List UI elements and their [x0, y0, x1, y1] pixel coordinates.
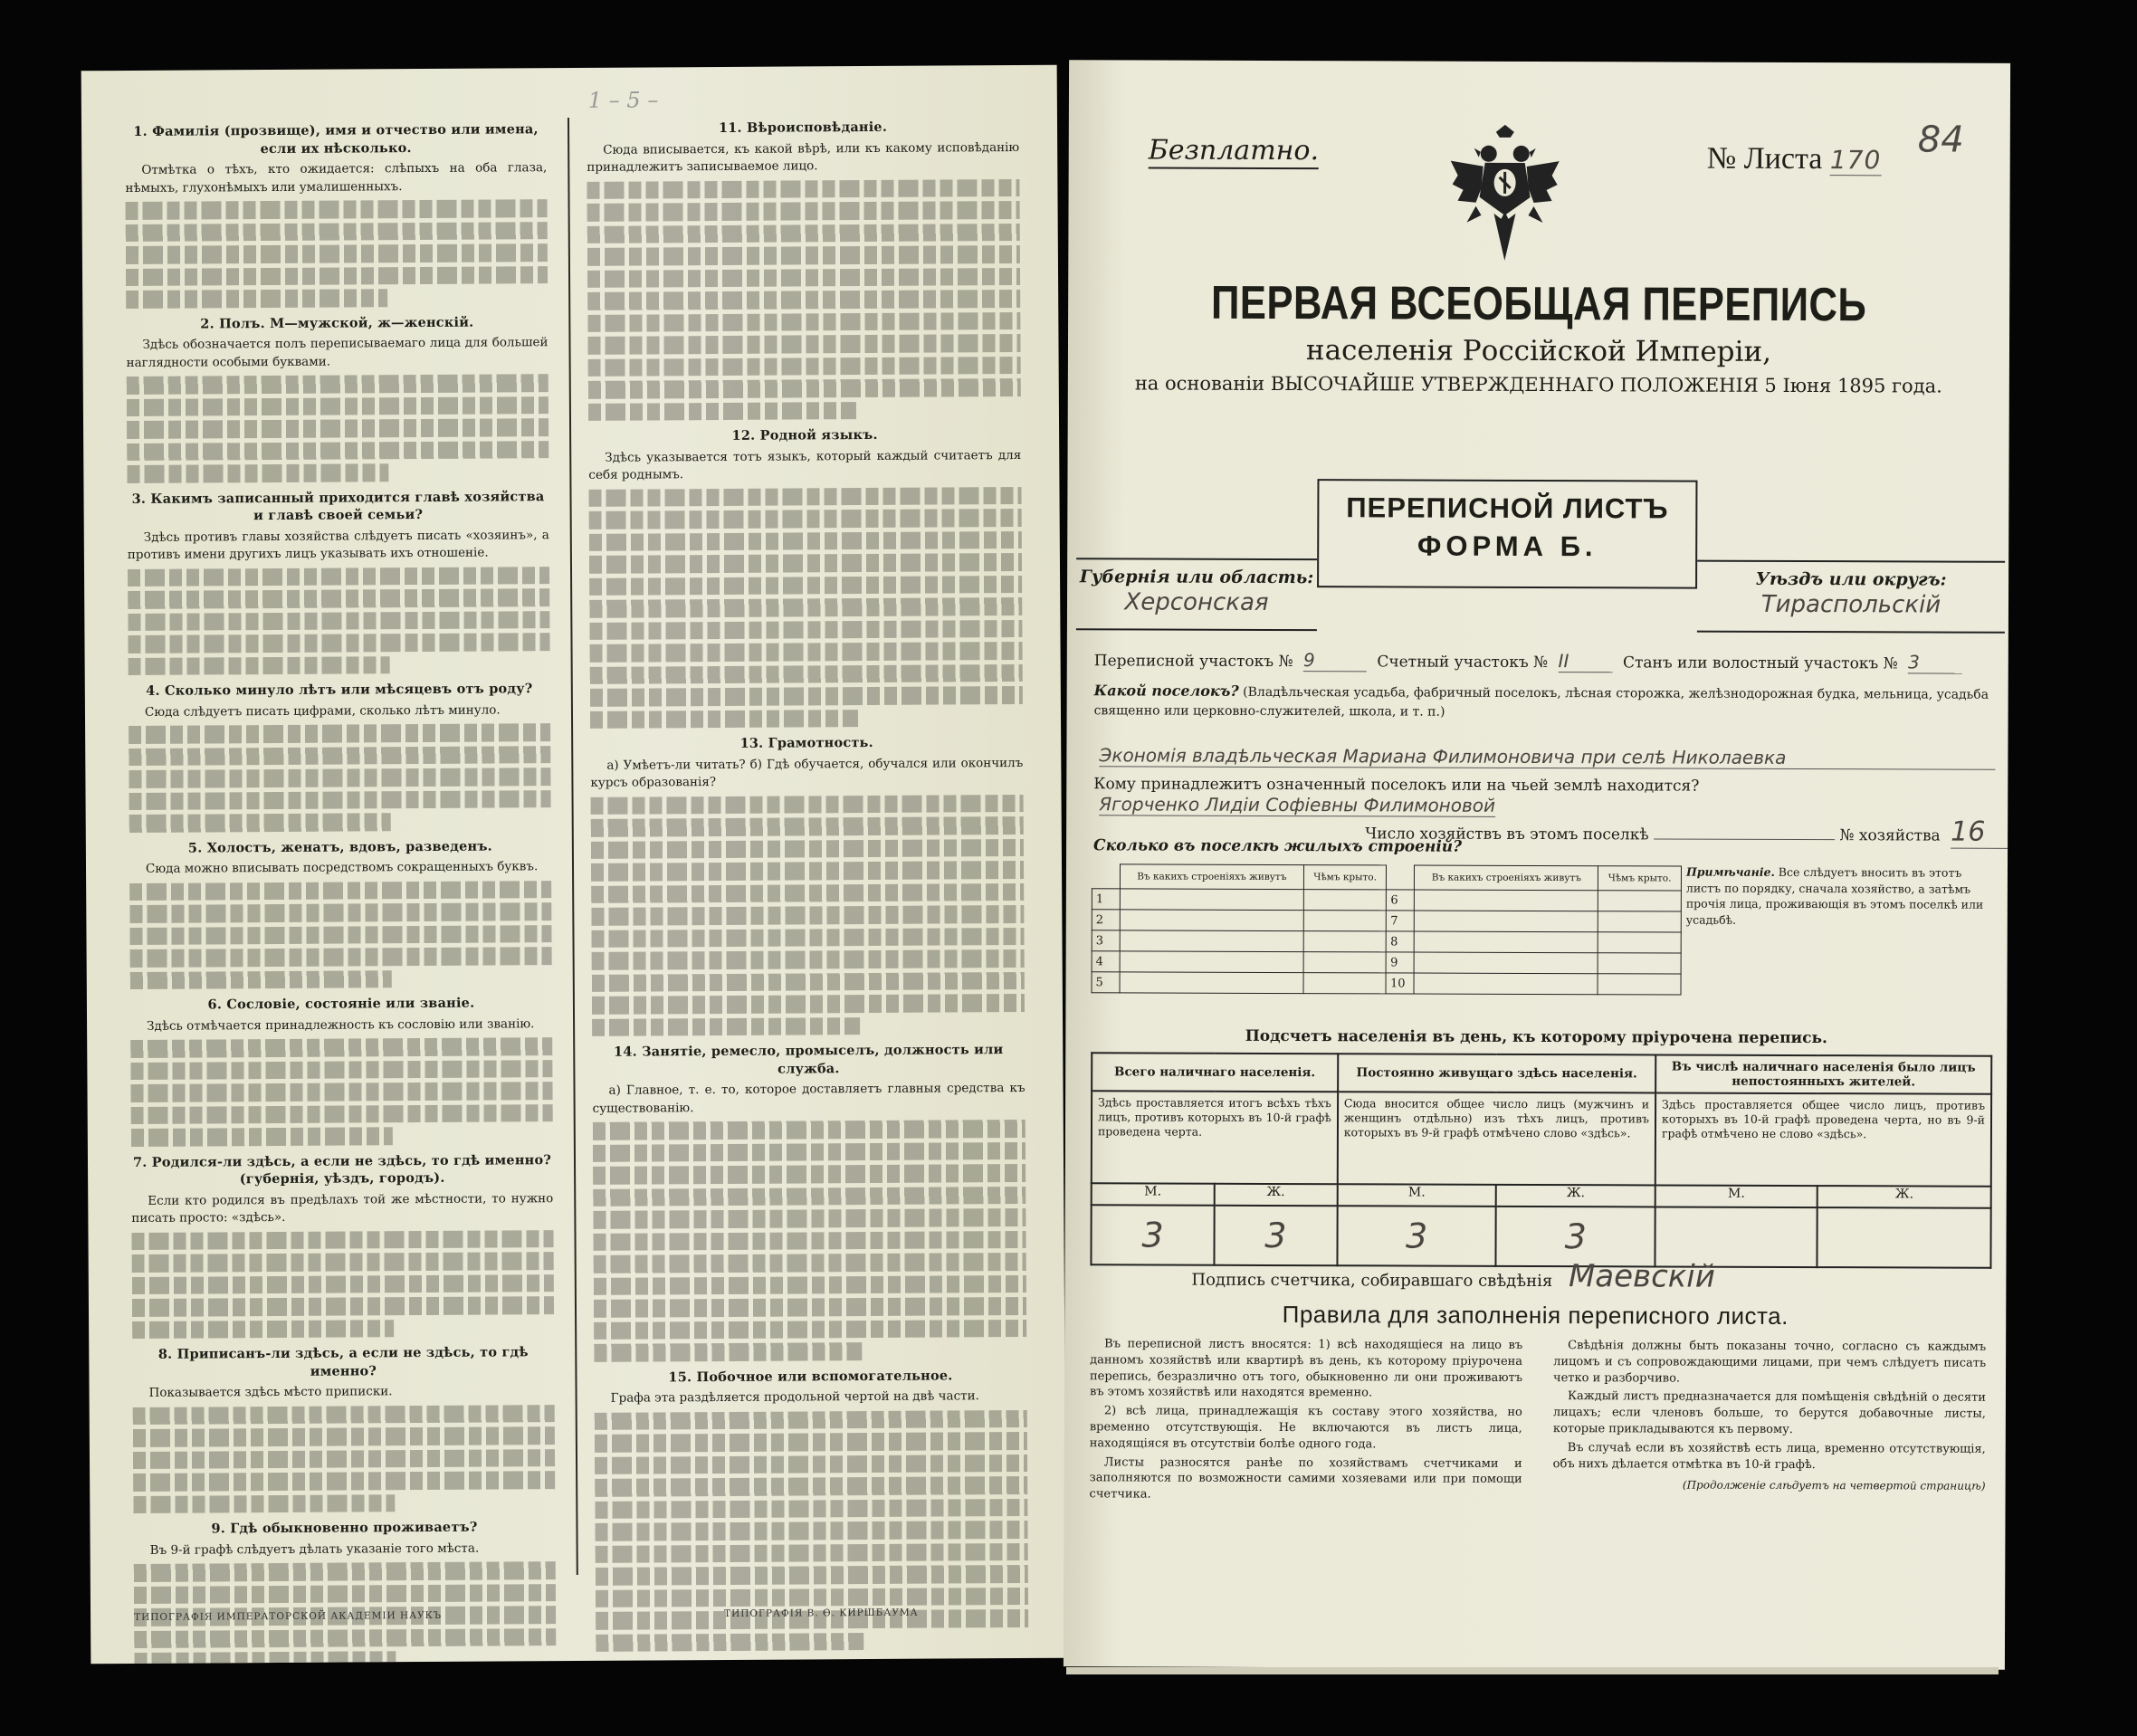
pop-col-description: Сюда вносится общее число лицъ (мужчинъ и женщинъ отдѣльно) изъ тѣхъ лицъ, противъ которыхъ въ 9-й графѣ отмѣчено слово «здѣсь». [1338, 1092, 1656, 1185]
small-print-line [133, 1426, 555, 1446]
total-female-count: 3 [1214, 1206, 1337, 1265]
instruction-text: Сюда можно вписывать посредствомъ сокращенныхъ буквъ. [145, 859, 539, 876]
rules-column-right [1553, 1338, 1987, 1495]
stan-label: Станъ или волостный участокъ № [1622, 653, 1898, 673]
settlement-hint: (Владѣльческая усадьба, фабричный поселокъ, лѣсная сторожка, желѣзнодорожная будка, мельница, усадьба священно или церковно-служителей, школа, и т. п.) [1093, 684, 1989, 720]
small-print-line [130, 1037, 552, 1057]
small-print-line [128, 588, 549, 608]
small-print-line [131, 1230, 553, 1250]
printer-imprint-left: ТИПОГРАФІЯ ИМПЕРАТОРСКОЙ АКАДЕМІИ НАУКЪ [134, 1609, 443, 1623]
small-print-line [131, 1127, 393, 1146]
instruction-text: Въ 9-й графѣ слѣдуетъ дѣлать указаніе того мѣста. [149, 1540, 480, 1558]
small-print-line [589, 575, 1022, 595]
signature-value: Маевскій [1568, 1258, 1715, 1295]
note-title: Примѣчаніе. [1685, 864, 1775, 879]
owner-value: Ягорченко Лидіи Софіевны Филимоновой [1099, 793, 1496, 816]
small-print-line [596, 1565, 1028, 1585]
small-print-line [134, 1628, 556, 1648]
dwellings-table [1092, 863, 1682, 995]
small-print-line [128, 633, 549, 653]
small-print-line [595, 1476, 1027, 1496]
small-print-line [596, 1633, 863, 1652]
settlement-value: Экономія владѣльческая Мариана Филимоновича при селѣ Николаевка [1099, 744, 1995, 769]
enumerator-signature-line [1191, 1257, 1715, 1295]
dwelling-row-number: 6 [1387, 890, 1415, 911]
small-print-line [134, 1561, 556, 1581]
pop-col-title: Постоянно живущаго здѣсь населенія. [1338, 1054, 1655, 1092]
small-print-line [595, 1521, 1027, 1540]
permanent-female-count: 3 [1496, 1207, 1655, 1267]
dwelling-row-number: 3 [1092, 930, 1120, 951]
small-print-line [592, 971, 1025, 991]
instruction-heading: 11. Вѣроисповѣданіе. [718, 119, 888, 137]
settlement-value-line [1093, 744, 1989, 769]
small-print-line [127, 463, 388, 482]
small-print-line [593, 1208, 1026, 1228]
dwellings-corner [1387, 865, 1415, 890]
instructions-page [81, 65, 1067, 1664]
small-print-line [595, 1432, 1027, 1452]
small-print-line [589, 530, 1022, 550]
rule-paragraph: 2) всѣ лица, принадлежащія къ составу этого хозяйства, но временно отсутствующія. Не включаются въ листъ лица, находящіяся въ отсутствіи болѣе одного года. [1089, 1404, 1522, 1452]
page-stack-edge [1066, 1667, 1999, 1674]
gubernia-label: Губернія или область: [1079, 567, 1314, 588]
small-print-line [133, 1494, 395, 1513]
temporary-female-count [1817, 1207, 1991, 1268]
dwelling-row-number: 10 [1386, 973, 1414, 994]
instruction-text: Отмѣтка о тѣхъ, кто ожидается: слѣпыхъ на оба глаза, нѣмыхъ, глухонѣмыхъ или умалишенныхъ. [125, 160, 548, 196]
rule-paragraph: Каждый листъ предназначается для помѣщенія свѣдѣній о десяти лицахъ; если членовъ больше, то берутся добавочные листы, которые прикладываются къ первому. [1552, 1389, 1986, 1436]
small-print-line [128, 611, 549, 631]
small-print-line [596, 1587, 1028, 1607]
dwelling-row-number: 1 [1092, 889, 1120, 910]
dwellings-header: Чѣмъ крыто. [1598, 866, 1682, 891]
sex-label: Ж. [1496, 1185, 1655, 1207]
gubernia-value: Херсонская [1124, 588, 1269, 616]
form-title: ПЕРЕПИСНОЙ ЛИСТЪ [1346, 491, 1669, 525]
small-print-line [590, 642, 1023, 662]
small-print-line [587, 178, 1019, 198]
instruction-heading: 7. Родился-ли здѣсь, а если не здѣсь, то гдѣ именно? (губернія, уѣздъ, городъ). [132, 1151, 552, 1188]
owner-label: Кому принадлежитъ означенный поселокъ или на чьей землѣ находится? [1093, 775, 1700, 796]
small-print-line [126, 243, 548, 263]
small-print-line [129, 902, 551, 922]
small-print-line [134, 1584, 556, 1604]
counting-value: II [1559, 650, 1613, 672]
small-print-line [129, 746, 550, 766]
dwelling-row-number: 7 [1387, 911, 1415, 931]
small-print-line [593, 1141, 1026, 1161]
settlement-line [1094, 681, 1999, 723]
column-divider [568, 118, 578, 1575]
household-number-value: 16 [1951, 816, 2010, 849]
rules-title: Правила для заполненія переписного листа. [1282, 1301, 1789, 1330]
sex-label: М. [1337, 1184, 1496, 1207]
dwelling-row-number: 8 [1387, 931, 1415, 952]
small-print-line [594, 1297, 1026, 1317]
uezd-value: Тираспольскій [1760, 590, 1941, 619]
small-print-line [592, 994, 1025, 1014]
instruction-heading: 1. Фамилія (прозвище), имя и отчество или имена, если их нѣсколько. [133, 121, 539, 157]
dwelling-row-number: 9 [1387, 952, 1415, 973]
small-print-line [592, 1017, 860, 1036]
pencil-mark: 1 – 5 – [587, 87, 659, 113]
district-value: 9 [1303, 649, 1367, 672]
instruction-heading: 4. Сколько минуло лѣтъ или мѣсяцевъ отъ роду? [146, 681, 533, 699]
small-print-line [587, 245, 1020, 265]
small-print-line [129, 813, 391, 832]
instruction-heading: 8. Приписанъ-ли здѣсь, а если не здѣсь, то гдѣ именно? [157, 1344, 529, 1379]
small-print-line [595, 1454, 1027, 1474]
pop-col-title: Всего наличнаго населенія. [1092, 1053, 1338, 1092]
sex-label: Ж. [1817, 1186, 1991, 1208]
instruction-heading: 3. Какимъ записанный приходится главѣ хозяйства и главѣ своей семьи? [131, 488, 545, 524]
small-print-line [593, 1186, 1026, 1206]
instruction-heading: 2. Полъ. М—мужской, ж—женскій. [200, 314, 474, 332]
small-print-line [592, 949, 1025, 969]
instruction-heading: 5. Холостъ, женатъ, вдовъ, разведенъ. [187, 838, 492, 856]
dwellings-header: Въ какихъ строеніяхъ живутъ [1415, 865, 1598, 891]
instruction-text: Показывается здѣсь мѣсто приписки. [148, 1384, 393, 1400]
small-print-line [127, 418, 549, 438]
small-print-line [129, 925, 551, 945]
rules-column-left [1090, 1336, 1523, 1507]
legal-basis: на основаніи ВЫСОЧАЙШЕ УТВЕРЖДЕННАГО ПОЛОЖЕНІЯ 5 Іюня 1895 года. [1134, 372, 1942, 397]
small-print-line [587, 311, 1020, 331]
instruction-heading: 12. Родной языкъ. [731, 426, 878, 444]
small-print-line [588, 486, 1021, 506]
small-print-line [589, 619, 1022, 639]
small-print-line [593, 1164, 1026, 1184]
small-print-line [595, 1409, 1027, 1429]
small-print-line [128, 567, 549, 587]
small-print-line [595, 1498, 1027, 1518]
small-print-line [126, 222, 548, 242]
double-headed-eagle-icon [1448, 125, 1561, 270]
small-print-line [132, 1296, 554, 1316]
district-label: Переписной участокъ № [1093, 652, 1293, 672]
instruction-text: Здѣсь указывается тотъ языкъ, который каждый считаетъ для себя роднымъ. [588, 447, 1022, 482]
small-print-line [590, 663, 1023, 683]
small-print-line [129, 768, 550, 787]
rule-paragraph: Въ переписной листъ вносятся: 1) всѣ находящіеся на лицо въ данномъ хозяйствѣ или квартирѣ въ день, къ которому пріурочена перепись, безразлично отъ того, обыкновенно ли они проживаютъ въ этомъ хозяйствѣ или находятся временно. [1089, 1337, 1523, 1400]
instruction-heading: 13. Грамотность. [739, 734, 873, 751]
population-heading: Подсчетъ населенія въ день, къ которому пріурочена перепись. [1245, 1026, 1827, 1048]
population-table [1090, 1052, 1992, 1268]
small-print-line [589, 553, 1022, 573]
census-subtitle: населенія Россійской Имперіи, [1305, 334, 1772, 368]
continued-note: (Продолженіе слѣдуетъ на четвертой страницѣ) [1682, 1478, 1986, 1493]
note-text: Все слѣдуетъ вносить въ этотъ листъ по порядку, сначала хозяйство, а затѣмъ прочія лица, проживающія въ этомъ поселкѣ или усадьбѣ. [1685, 864, 1984, 927]
houses-question: Сколько въ поселкѣ жилыхъ строеній? [1093, 836, 1463, 856]
rule-paragraph: Свѣдѣнія должны быть показаны точно, согласно съ каждымъ лицомъ и съ сопровождающими лицами, при чемъ слѣдуетъ писать четко и разборчиво. [1552, 1339, 1987, 1386]
small-print-line [127, 441, 549, 461]
free-of-charge-label: Безплатно. [1149, 134, 1319, 169]
small-print-line [589, 597, 1022, 617]
instructions-column-1 [125, 113, 556, 1591]
small-print-line [594, 1253, 1026, 1273]
sheet-number-label: № Листа [1706, 141, 1823, 176]
rule-paragraph: Листы разносятся ранѣе по хозяйствамъ счетчиками и заполняются по возможности самими хозяевами или при помощи счетчика. [1089, 1455, 1522, 1502]
small-print-line [132, 1274, 554, 1294]
instruction-heading: 14. Занятіе, ремесло, промыселъ, должность или служба. [613, 1042, 1004, 1077]
small-print-line [590, 686, 1023, 706]
small-print-line [591, 882, 1024, 902]
small-print-line [130, 970, 392, 989]
small-print-line [591, 905, 1024, 925]
small-print-line [590, 710, 858, 729]
small-print-line [591, 816, 1024, 836]
small-print-line [587, 290, 1020, 310]
small-print-line [133, 1405, 555, 1425]
instruction-text: Если кто родился въ предѣлахъ той же мѣстности, то нужно писать просто: «здѣсь». [131, 1190, 554, 1226]
instruction-heading: 9. Гдѣ обыкновенно проживаетъ? [211, 1519, 478, 1537]
small-print-line [133, 1449, 555, 1469]
stan-value: 3 [1908, 651, 1962, 673]
instructions-column-2 [587, 110, 1028, 1588]
census-title: ПЕРВАЯ ВСЕОБЩАЯ ПЕРЕПИСЬ [1210, 276, 1867, 332]
printer-imprint-right: ТИПОГРАФІЯ В. Ѳ. КИРШБАУМА [724, 1607, 919, 1620]
instruction-text: а) Умѣетъ-ли читать? б) Гдѣ обучается, обучался или окончилъ курсъ образованія? [590, 755, 1024, 790]
instruction-heading: 15. Побочное или вспомогательное. [668, 1367, 953, 1385]
instruction-text: Сюда вписывается, къ какой вѣрѣ, или къ какому исповѣданію принадлежитъ записываемое лицо. [587, 139, 1020, 175]
dwellings-header: Чѣмъ крыто. [1303, 865, 1387, 890]
small-print-line [127, 374, 549, 394]
instruction-heading: 6. Сословіе, состояніе или званіе. [207, 995, 475, 1013]
small-print-line [587, 267, 1020, 287]
small-print-line [591, 794, 1024, 814]
small-print-line [129, 790, 551, 810]
small-print-line [131, 1104, 553, 1124]
dwellings-header: Въ какихъ строеніяхъ живутъ [1120, 864, 1303, 890]
sheet-number [1707, 142, 1882, 177]
instruction-text: Здѣсь противъ главы хозяйства слѣдуетъ писать «хозяинъ», а противъ имени другихъ лицъ указывать ихъ отношеніе. [127, 527, 549, 563]
small-print-line [129, 723, 550, 743]
page-number: 84 [1917, 119, 1964, 161]
small-print-line [594, 1319, 1026, 1339]
small-print-line [133, 1471, 555, 1491]
small-print-line [593, 1230, 1026, 1250]
uezd-field [1697, 560, 2005, 634]
small-print-line [596, 1542, 1028, 1562]
small-print-line [588, 356, 1021, 376]
small-print-line [126, 199, 548, 219]
instruction-text: Графа эта раздѣляется продольной чертой на двѣ части. [610, 1388, 979, 1406]
small-print-line [134, 1651, 396, 1664]
small-print-line [130, 1082, 552, 1102]
small-print-line [589, 509, 1022, 529]
small-print-line [594, 1342, 862, 1361]
counting-label: Счетный участокъ № [1377, 653, 1549, 672]
sex-label: М. [1655, 1185, 1818, 1207]
household-number-label: № хозяйства [1839, 826, 1941, 845]
small-print-line [126, 289, 387, 308]
small-print-line [129, 656, 390, 675]
small-print-line [126, 266, 548, 286]
gubernia-field [1076, 558, 1317, 631]
small-print-line [587, 223, 1020, 243]
uezd-label: Уѣздъ или округъ: [1755, 568, 1947, 590]
small-print-line [593, 1120, 1026, 1140]
small-print-line [129, 881, 551, 901]
instruction-text: Здѣсь обозначается полъ переписываемаго лица для большей наглядности особыми буквами. [126, 335, 549, 370]
instruction-text: а) Главное, т. е. то, которое доставляетъ главныя средства къ существованію. [592, 1080, 1026, 1116]
settlement-label: Какой поселокъ? [1093, 682, 1239, 700]
sex-label: М. [1092, 1183, 1215, 1205]
census-form-page [1064, 60, 2010, 1670]
small-print-line [591, 838, 1024, 858]
instruction-text: Здѣсь отмѣчается принадлежность къ сословію или званію. [147, 1016, 535, 1034]
sheet-number-value: 170 [1829, 145, 1882, 176]
small-print-line [591, 861, 1024, 881]
form-subtitle: ФОРМА Б. [1417, 529, 1598, 563]
small-print-line [130, 947, 552, 967]
total-male-count: 3 [1091, 1205, 1214, 1264]
small-print-line [587, 201, 1020, 221]
dwellings-corner [1092, 864, 1120, 889]
small-print-line [594, 1274, 1026, 1294]
sex-label: Ж. [1215, 1184, 1338, 1206]
pop-col-description: Здѣсь проставляется общее число лицъ, противъ которыхъ въ 10-й графѣ проведена черта, но въ 9-й графѣ отмѣчено не слово «здѣсь». [1655, 1092, 1991, 1186]
district-line [1094, 648, 1968, 673]
rule-paragraph: Въ случаѣ если въ хозяйствѣ есть лица, временно отсутствующія, объ нихъ дѣлается отмѣтка въ 10-й графѣ. [1552, 1440, 1986, 1472]
permanent-male-count: 3 [1337, 1206, 1496, 1266]
pop-col-description: Здѣсь проставляется итогъ всѣхъ тѣхъ лицъ, противъ которыхъ въ 10-й графѣ проведена черта. [1092, 1091, 1338, 1184]
dwelling-row-number: 5 [1092, 972, 1120, 993]
small-print-line [588, 402, 856, 421]
small-print-line [591, 927, 1024, 947]
pop-col-title: Въ числѣ наличнаго населенія было лицъ непостоянныхъ жителей. [1655, 1054, 1991, 1093]
dwelling-row-number: 4 [1092, 951, 1120, 972]
owner-line [1093, 775, 1989, 818]
small-print-line [132, 1320, 394, 1339]
small-print-line [587, 334, 1020, 354]
dwelling-row-number: 2 [1092, 910, 1120, 930]
small-print-line [127, 396, 549, 416]
signature-label: Подпись счетчика, собиравшаго свѣдѣнія [1191, 1270, 1553, 1292]
instruction-text: Сюда слѣдуетъ писать цифрами, сколько лѣтъ минуло. [144, 701, 501, 720]
small-print-line [130, 1060, 552, 1080]
small-print-line [588, 378, 1021, 398]
dwellings-note [1686, 864, 1992, 929]
small-print-line [132, 1252, 554, 1272]
form-title-box [1317, 479, 1697, 588]
households-label: Число хозяйствъ въ этомъ поселкѣ [1365, 825, 1649, 844]
